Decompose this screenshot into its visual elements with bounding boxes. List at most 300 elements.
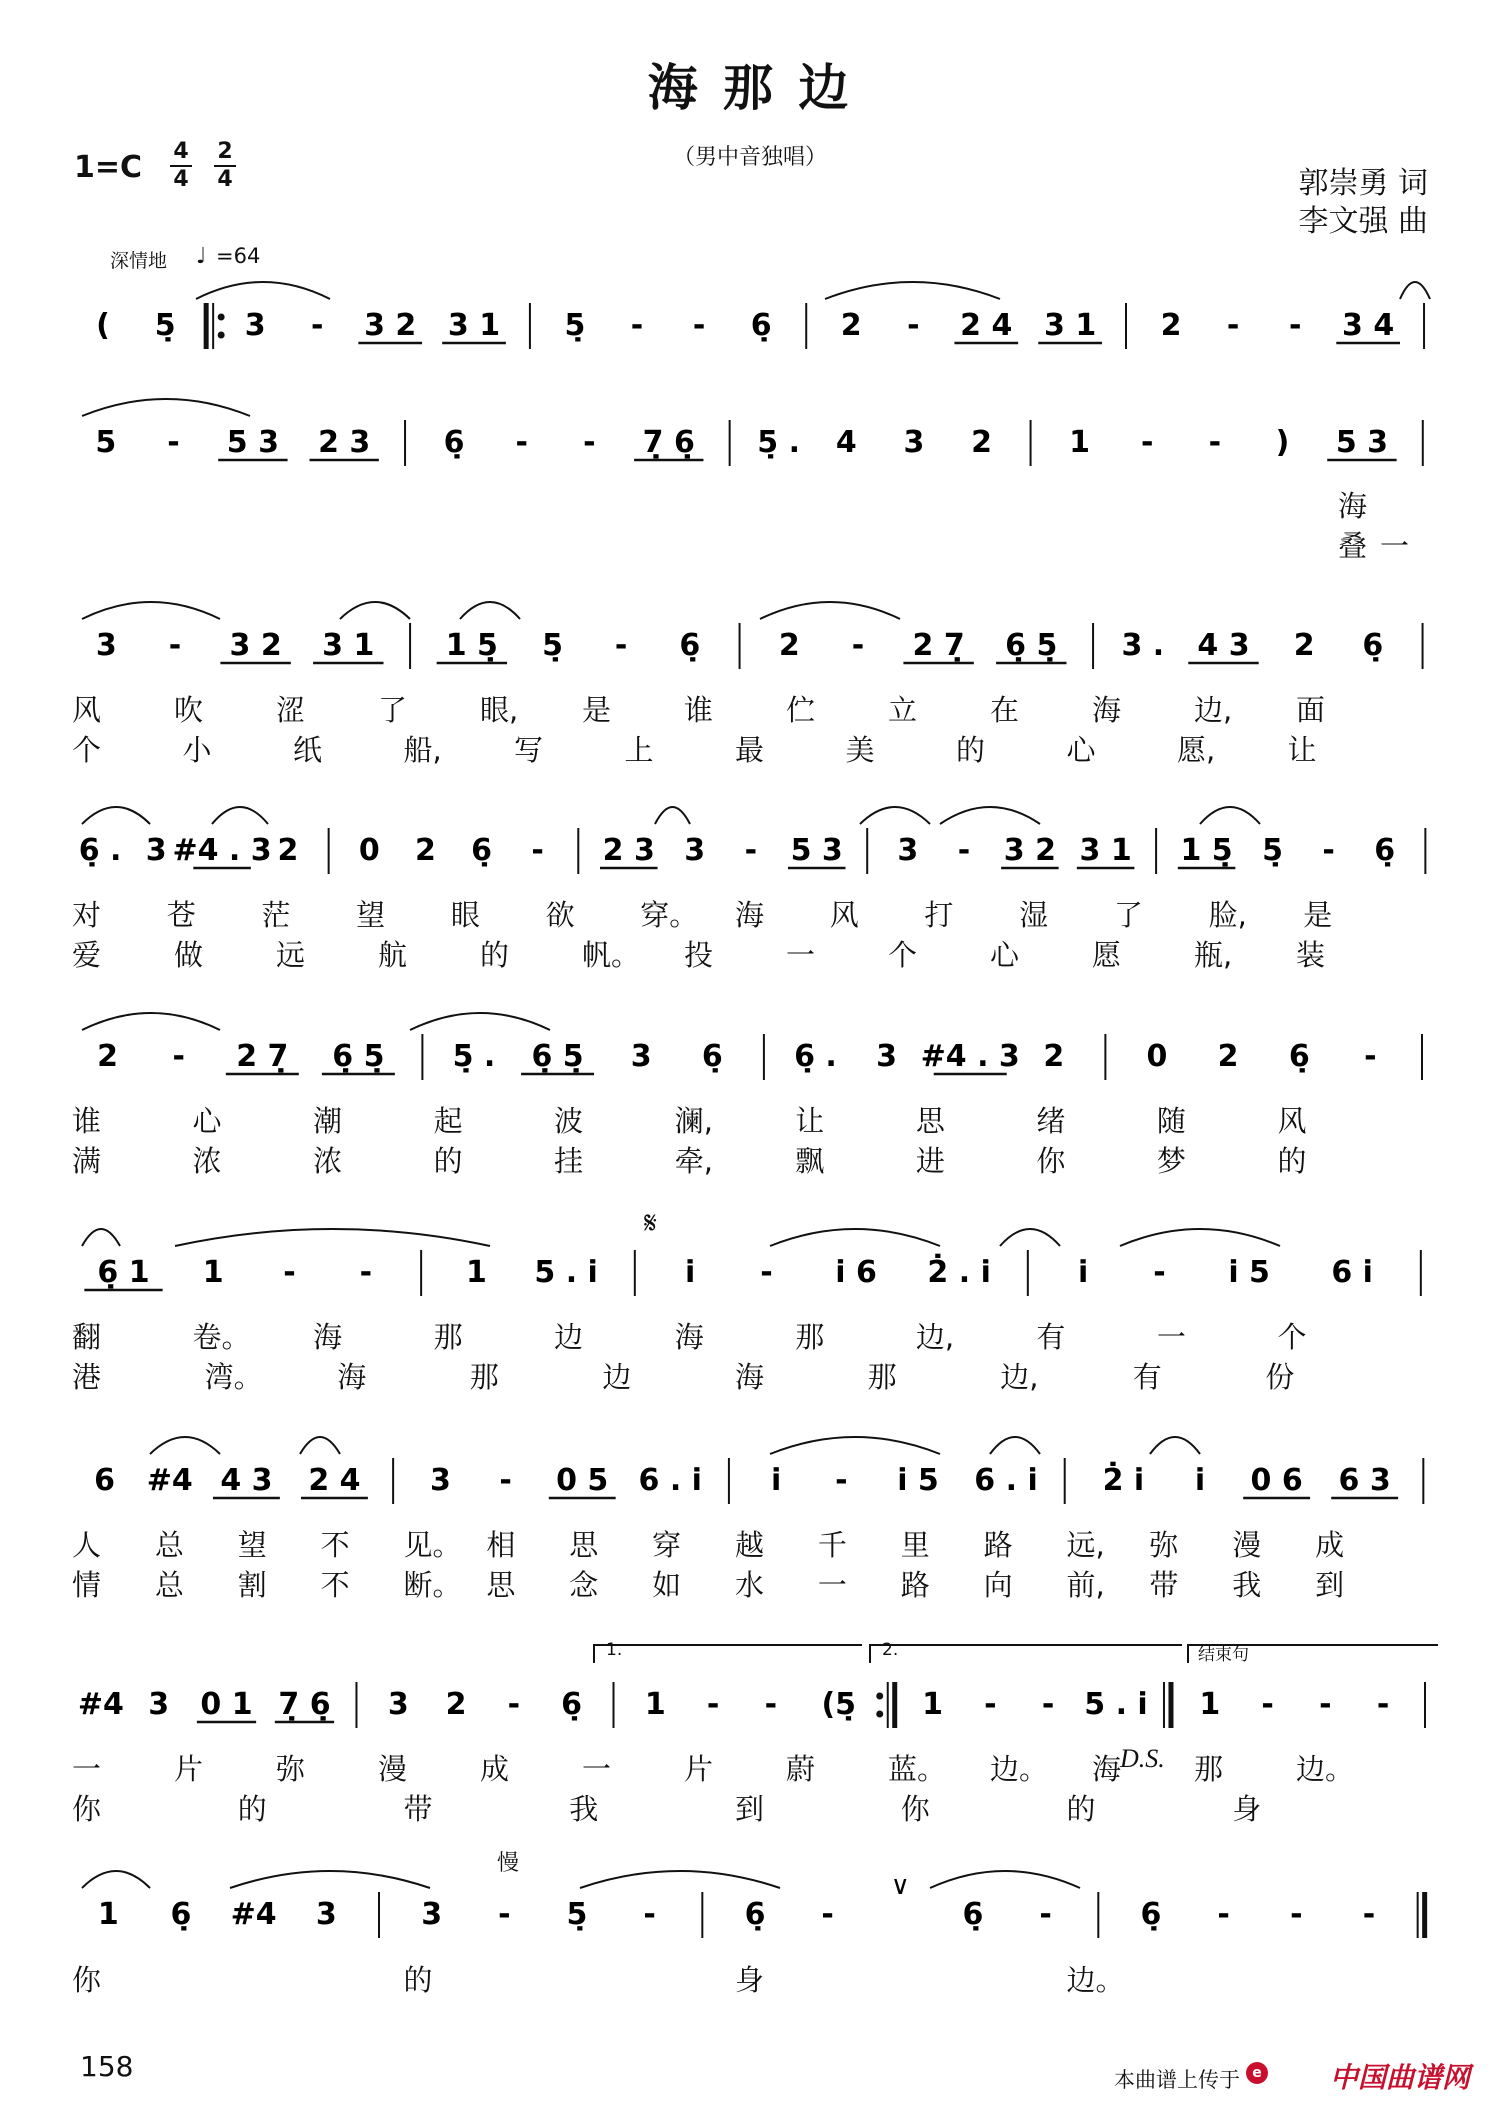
lyric-verse2: 水 — [735, 1568, 765, 1602]
note: #4 — [146, 1463, 193, 1498]
dash-note: - — [498, 1897, 511, 1932]
note: 5 . i̇ — [534, 1255, 598, 1290]
dash-note: - — [1140, 425, 1154, 460]
slur — [82, 807, 150, 824]
lyric-verse1: 千 — [817, 1528, 847, 1562]
note: 6 . i̇ — [974, 1463, 1038, 1498]
lyric-verse1: 让 — [795, 1104, 825, 1138]
note: 3 — [684, 833, 706, 868]
dash-note: - — [614, 628, 628, 663]
slur — [82, 399, 250, 416]
dash-note: - — [507, 1687, 521, 1722]
note: 5 . i̇ — [1084, 1687, 1148, 1722]
lyric-verse1: 打 — [924, 898, 954, 932]
dash-note: - — [984, 1687, 997, 1722]
lyric-verse2: 到 — [735, 1792, 765, 1826]
lyric-verse1: 脸, — [1208, 898, 1247, 932]
note: 1 — [644, 1687, 666, 1722]
note: 2 — [1160, 308, 1182, 343]
lyric-verse2: 个 — [72, 733, 102, 767]
lyric-verse2: 的 — [956, 733, 986, 767]
note: 6̣ — [561, 1687, 583, 1722]
note: 6̣ — [170, 1897, 192, 1932]
staff-line-4 — [79, 828, 1426, 874]
note: 1 — [922, 1687, 944, 1722]
slur — [82, 1229, 120, 1246]
lyric-verse2: 最 — [735, 733, 765, 767]
note: 0 1 — [200, 1687, 253, 1722]
site-logo-icon: e — [1246, 2062, 1268, 2084]
lyric-verse2: 的 — [237, 1792, 267, 1826]
dash-note: - — [1217, 1897, 1230, 1932]
note: 2 — [971, 425, 992, 460]
note: 2 — [277, 833, 299, 868]
lyric-verse1: 成 — [1315, 1528, 1345, 1562]
note: #4 — [77, 1687, 124, 1722]
tempo-value: =64 — [216, 244, 261, 268]
lyric-verse2: 你 — [72, 1792, 102, 1826]
note: i̇ 5 — [1228, 1255, 1270, 1290]
note: 1 — [202, 1255, 224, 1290]
slur — [1150, 1437, 1200, 1454]
lyric-verse1: 面 — [1296, 693, 1326, 727]
lyric-verse2: 小 — [182, 733, 212, 767]
note: 6̣ — [701, 1039, 723, 1074]
note: 6̣ — [744, 1897, 766, 1932]
note: 5 3 — [226, 425, 279, 460]
lyric-verse1: 边 — [554, 1320, 584, 1354]
slur — [1120, 1229, 1280, 1246]
lyric-verse1: 不 — [320, 1528, 350, 1562]
lyric-verse1: 片 — [174, 1752, 204, 1786]
note: 3 — [387, 1687, 409, 1722]
dash-note: - — [1039, 1897, 1052, 1932]
ending-label: 结束句 — [1198, 1645, 1249, 1665]
time-signature-4-4: 4 4 — [168, 140, 194, 192]
note: 3 1 — [322, 628, 375, 663]
slur — [410, 1013, 550, 1030]
lyric-verse1: 翻 — [72, 1320, 102, 1354]
lyric-verse2: 美 — [845, 733, 875, 767]
lyric-verse1: 那 — [1194, 1752, 1224, 1786]
note: 5̣ — [566, 1897, 588, 1932]
slur — [930, 1871, 1080, 1888]
slur — [196, 282, 330, 299]
lyric-verse1: 眼, — [480, 693, 519, 727]
lyric-verse2: 思 — [486, 1568, 516, 1602]
dash-note: - — [744, 833, 758, 868]
slur — [212, 807, 268, 824]
lyric-verse2: 港 — [72, 1360, 102, 1394]
lyric-verse1: 望 — [356, 898, 386, 932]
lyric-verse2: 牵, — [674, 1144, 713, 1178]
note: 6̣ — [1362, 628, 1384, 663]
note: 2̇ . i̇ — [927, 1255, 991, 1290]
note: 2 3 — [602, 833, 655, 868]
note: 0 — [358, 833, 380, 868]
slur — [770, 1229, 940, 1246]
slur — [940, 807, 1040, 824]
note: 6̣ — [750, 308, 772, 343]
lyric-verse2: 那 — [469, 1360, 499, 1394]
lyric-char: 海 — [1338, 489, 1368, 523]
note: 3 — [429, 1463, 451, 1498]
lyric-verse2: 你 — [900, 1792, 930, 1826]
slur — [1400, 282, 1430, 299]
lyric-verse1: 海 — [313, 1320, 343, 1354]
dash-note: - — [1288, 308, 1302, 343]
repeat-dot — [218, 314, 225, 321]
dash-note: - — [1208, 425, 1222, 460]
subtitle: （男中音独唱） — [672, 145, 827, 170]
note: 2 — [1043, 1039, 1065, 1074]
note: 1 — [466, 1255, 487, 1290]
dash-note: - — [1319, 1687, 1332, 1722]
lyric-verse1: 风 — [829, 898, 859, 932]
lyric-verse2: 边, — [1000, 1360, 1039, 1394]
note: 6̣ . — [794, 1039, 837, 1074]
lyric-verse2: 总 — [154, 1568, 184, 1602]
dash-note: - — [499, 1463, 512, 1498]
lyric-verse1: 你 — [72, 1963, 102, 1997]
volta-2-label: 2. — [882, 1640, 899, 1660]
note: 3 — [903, 425, 925, 460]
note: 1 5̣ — [445, 628, 498, 663]
dash-note: - — [1261, 1687, 1274, 1722]
lyric-verse2: 你 — [1036, 1144, 1066, 1178]
lyric-verse1: 对 — [72, 898, 102, 932]
dash-note: - — [283, 1255, 296, 1290]
note: 2 — [445, 1687, 467, 1722]
ds-marking: D.S. — [1120, 1744, 1165, 1773]
lyric-verse2: 有 — [1132, 1360, 1162, 1394]
lyric-verse1: 海 — [674, 1320, 704, 1354]
note: 2 — [97, 1039, 119, 1074]
note: 2 — [840, 308, 862, 343]
lyric-verse1: 人 — [72, 1528, 102, 1562]
lyric-verse2: 帆。 — [582, 938, 641, 972]
lyric-verse2: 远 — [276, 938, 306, 972]
note: 6 i̇ — [1331, 1255, 1373, 1290]
dash-note: - — [835, 1463, 848, 1498]
note: 2 — [1293, 628, 1315, 663]
lyric-verse1: 穿。 — [640, 898, 699, 932]
lyric-verse1: 了 — [378, 693, 408, 727]
dash-note: - — [1041, 1687, 1055, 1722]
lyric-verse1: 在 — [990, 693, 1020, 727]
lyric-verse2: 湾。 — [204, 1360, 263, 1394]
note: i̇ — [771, 1463, 782, 1498]
lyric-verse1: 茫 — [261, 898, 291, 932]
lyric-verse2: 个 — [888, 938, 918, 972]
note: 4 — [835, 425, 857, 460]
note: 6̣ — [443, 425, 465, 460]
lyric-verse2: 梦 — [1156, 1144, 1186, 1178]
lyric-verse2: 带 — [403, 1792, 433, 1826]
note: #4 — [230, 1897, 277, 1932]
lyric-verse1: 总 — [154, 1528, 184, 1562]
lyric-verse2: 断。 — [403, 1568, 462, 1602]
note: 5 3 — [790, 833, 843, 868]
note: 3 — [145, 833, 167, 868]
lyric-verse2: 投 — [684, 938, 714, 972]
staff-line-6 — [84, 1250, 1420, 1296]
note: 4 3 — [1197, 628, 1250, 663]
note: 6̣ — [962, 1897, 984, 1932]
lyric-verse1: 越 — [735, 1528, 765, 1562]
note: 3 . — [1121, 628, 1165, 663]
breath-mark: ∨ — [890, 1871, 910, 1901]
lyric-verse1: 海 — [735, 898, 765, 932]
lyric-verse1: 是 — [1303, 898, 1333, 932]
lyric-verse2: 的 — [480, 938, 510, 972]
note: 3 — [95, 628, 117, 663]
note: 5̣ — [564, 308, 586, 343]
lyric-verse2: 瓶, — [1194, 938, 1233, 972]
lyric-verse1: 边, — [1194, 693, 1233, 727]
lyric-verse2: 心 — [1066, 733, 1096, 767]
lyric-verse2: 我 — [569, 1792, 599, 1826]
staff-line-9 — [98, 1871, 1425, 1938]
lyric-verse1: 起 — [433, 1104, 463, 1138]
lyric-verse1: 谁 — [684, 693, 714, 727]
note: 3 — [148, 1687, 170, 1722]
lyric-verse1: 吹 — [174, 693, 204, 727]
slur — [82, 602, 220, 619]
note: 2 — [778, 628, 800, 663]
note: 6̣ . — [78, 833, 122, 868]
dash-note: - — [821, 1897, 834, 1932]
note: 6̣ — [1374, 833, 1396, 868]
lyric-verse1: 涩 — [276, 693, 306, 727]
slur — [230, 1871, 430, 1888]
dash-note: - — [630, 308, 644, 343]
note: 5̣ — [542, 628, 563, 663]
lyric-verse1: 望 — [237, 1528, 267, 1562]
dash-note: - — [764, 1687, 778, 1722]
note: ( — [96, 308, 110, 343]
slur — [150, 1437, 220, 1454]
note: 3 1 — [1044, 308, 1097, 343]
lyric-verse2: 满 — [72, 1144, 102, 1178]
lyric-verse2: 路 — [900, 1568, 930, 1602]
tempo-marking: 深情地 — [110, 250, 168, 272]
lyric-verse1: 心 — [192, 1104, 222, 1138]
lyric-verse2: 前, — [1066, 1568, 1105, 1602]
dash-note: - — [907, 308, 920, 343]
dash-note: - — [643, 1897, 656, 1932]
slur — [82, 1013, 220, 1030]
slur — [770, 1437, 940, 1454]
note: 0 6 — [1250, 1463, 1303, 1498]
lyric-verse2: 份 — [1265, 1360, 1295, 1394]
dash-note: - — [957, 833, 971, 868]
lyric-verse1: 里 — [900, 1528, 930, 1562]
dash-note: - — [1290, 1897, 1303, 1932]
lyric-verse2: 飘 — [795, 1144, 825, 1178]
lyric-verse2: 进 — [915, 1144, 945, 1178]
dash-note: - — [706, 1687, 720, 1722]
dash-note: - — [1322, 833, 1335, 868]
note: 5 3 — [1335, 425, 1389, 460]
lyric-verse1: 波 — [554, 1104, 584, 1138]
slow-marking: 慢 — [497, 1851, 520, 1876]
key-signature: 1=C — [74, 150, 143, 185]
lyric-verse2: 割 — [237, 1568, 267, 1602]
lyric-verse2: 上 — [624, 733, 654, 767]
note: 6̣ 5̣ — [531, 1039, 584, 1074]
note: 1 5̣ — [1180, 833, 1233, 868]
lyric-verse1: 了 — [1113, 898, 1143, 932]
repeat-dot — [876, 1711, 883, 1718]
note: 1 — [97, 1897, 119, 1932]
dash-note: - — [1376, 1687, 1390, 1722]
lyric-verse2: 一 — [786, 938, 816, 972]
note: 2 7̣ — [912, 628, 965, 663]
note: i̇ 5 — [897, 1463, 939, 1498]
lyric-verse1: 欲 — [545, 898, 575, 932]
note: i̇ — [1194, 1463, 1206, 1498]
lyric-verse2: 念 — [569, 1568, 599, 1602]
lyric-verse1: 风 — [1277, 1104, 1307, 1138]
lyric-verse1: 片 — [684, 1752, 714, 1786]
note: 5̣ . — [452, 1039, 496, 1074]
lyric-verse1: 弥 — [276, 1752, 306, 1786]
dash-note: - — [692, 308, 706, 343]
staff-line-3 — [96, 623, 1423, 669]
slur — [580, 1871, 780, 1888]
lyric-verse2: 海 — [337, 1360, 367, 1394]
lyric-verse1: 漫 — [378, 1752, 408, 1786]
lyric-verse2: 我 — [1232, 1568, 1262, 1602]
lyric-verse1: 思 — [915, 1104, 945, 1138]
slur — [340, 602, 410, 619]
lyric-verse1: 谁 — [72, 1104, 102, 1138]
slur — [82, 1871, 150, 1888]
lyric-verse2: 带 — [1149, 1568, 1179, 1602]
lyric-verse2: 爱 — [72, 938, 102, 972]
lyric-verse2: 如 — [652, 1568, 682, 1602]
composer-credit: 李文强 曲 — [1298, 204, 1428, 239]
lyric-verse1: 思 — [569, 1528, 599, 1562]
lyric-verse1: 的 — [403, 1963, 433, 1997]
lyric-verse2: 一 — [817, 1568, 847, 1602]
lyric-verse2: 边 — [602, 1360, 632, 1394]
note: 3 — [421, 1897, 443, 1932]
lyric-char: 一 — [1380, 529, 1410, 563]
lyric-verse1: 卷。 — [192, 1320, 251, 1354]
lyric-verse1: 海 — [1092, 693, 1122, 727]
dash-note: - — [1362, 1897, 1376, 1932]
dash-note: - — [1226, 308, 1240, 343]
lyric-verse1: 蓝。 — [888, 1752, 947, 1786]
staff-line-1 — [96, 303, 1424, 349]
note: i̇ 6 — [835, 1255, 877, 1290]
note: 5̣ . — [757, 425, 801, 460]
lyric-verse1: 湿 — [1019, 898, 1049, 932]
lyric-verse1: 路 — [983, 1528, 1013, 1562]
lyric-verse2: 身 — [1232, 1792, 1262, 1826]
lyric-verse1: 那 — [795, 1320, 825, 1354]
segno-mark: 𝄋 — [644, 1206, 657, 1241]
note: 5 — [95, 425, 117, 460]
staff-line-2 — [95, 420, 1422, 466]
lyric-verse2: 不 — [320, 1568, 350, 1602]
note: 6̣ — [679, 628, 701, 663]
dash-note: - — [515, 425, 528, 460]
note: ) — [1275, 425, 1290, 460]
slur — [760, 602, 900, 619]
lyric-verse1: 边。 — [1066, 1963, 1125, 1997]
note: 3 — [897, 833, 919, 868]
lyric-verse1: 漫 — [1232, 1528, 1262, 1562]
lyric-verse1: 蔚 — [786, 1752, 816, 1786]
note: 4 3 — [220, 1463, 273, 1498]
lyric-verse1: 立 — [888, 693, 918, 727]
dash-note: - — [167, 425, 180, 460]
note: 3 — [876, 1039, 898, 1074]
lyric-verse2: 船, — [403, 733, 442, 767]
note: 3 4 — [1342, 308, 1395, 343]
lyric-verse1: 边, — [915, 1320, 955, 1354]
note: 5̣ — [1262, 833, 1283, 868]
note: 2 4 — [308, 1463, 361, 1498]
lyric-verse1: 一 — [1156, 1320, 1186, 1354]
dash-note: - — [583, 425, 596, 460]
lyric-verse2: 航 — [378, 938, 408, 972]
lyricist-credit: 郭崇勇 词 — [1298, 166, 1428, 201]
slur — [1200, 807, 1260, 824]
lyric-verse2: 愿 — [1092, 938, 1122, 972]
lyric-verse2: 的 — [433, 1144, 463, 1178]
lyric-verse1: 成 — [480, 1752, 510, 1786]
volta-1-label: 1. — [606, 1640, 623, 1660]
note: 3 — [630, 1039, 652, 1074]
lyric-char: 叠 — [1338, 529, 1368, 563]
note: 7̣ 6̣ — [642, 425, 695, 460]
slur — [460, 602, 520, 619]
lyric-verse1: 眼 — [450, 898, 480, 932]
footer-upload-text: 本曲谱上传于 — [1114, 2068, 1240, 2092]
note: 3 2 — [229, 628, 282, 663]
slur — [300, 1437, 340, 1454]
lyric-verse1: 伫 — [786, 693, 816, 727]
lyric-verse2: 的 — [1066, 1792, 1096, 1826]
lyric-verse2: 到 — [1315, 1568, 1345, 1602]
lyric-verse2: 写 — [514, 733, 544, 767]
lyric-verse2: 情 — [72, 1568, 102, 1602]
dash-note: - — [359, 1255, 373, 1290]
lyric-verse2: 让 — [1287, 733, 1317, 767]
lyric-verse1: 是 — [582, 693, 612, 727]
lyric-verse1: 绪 — [1036, 1104, 1066, 1138]
lyric-verse2: 的 — [1277, 1144, 1307, 1178]
lyric-verse2: 海 — [735, 1360, 765, 1394]
note: 3 1 — [447, 308, 501, 343]
dash-note: - — [172, 1039, 185, 1074]
lyric-verse1: 见。 — [403, 1528, 462, 1562]
staff-line-5 — [97, 1034, 1422, 1080]
repeat-dot — [876, 1693, 883, 1700]
lyric-verse1: 个 — [1277, 1320, 1307, 1354]
lyric-verse1: 远, — [1066, 1528, 1105, 1562]
note: 0 — [1146, 1039, 1168, 1074]
note: 5̣ — [154, 308, 176, 343]
slur — [655, 807, 690, 824]
note: 2 7̣ — [236, 1039, 289, 1074]
lyric-verse1: 有 — [1036, 1320, 1066, 1354]
note: 3 1 — [1079, 833, 1132, 868]
